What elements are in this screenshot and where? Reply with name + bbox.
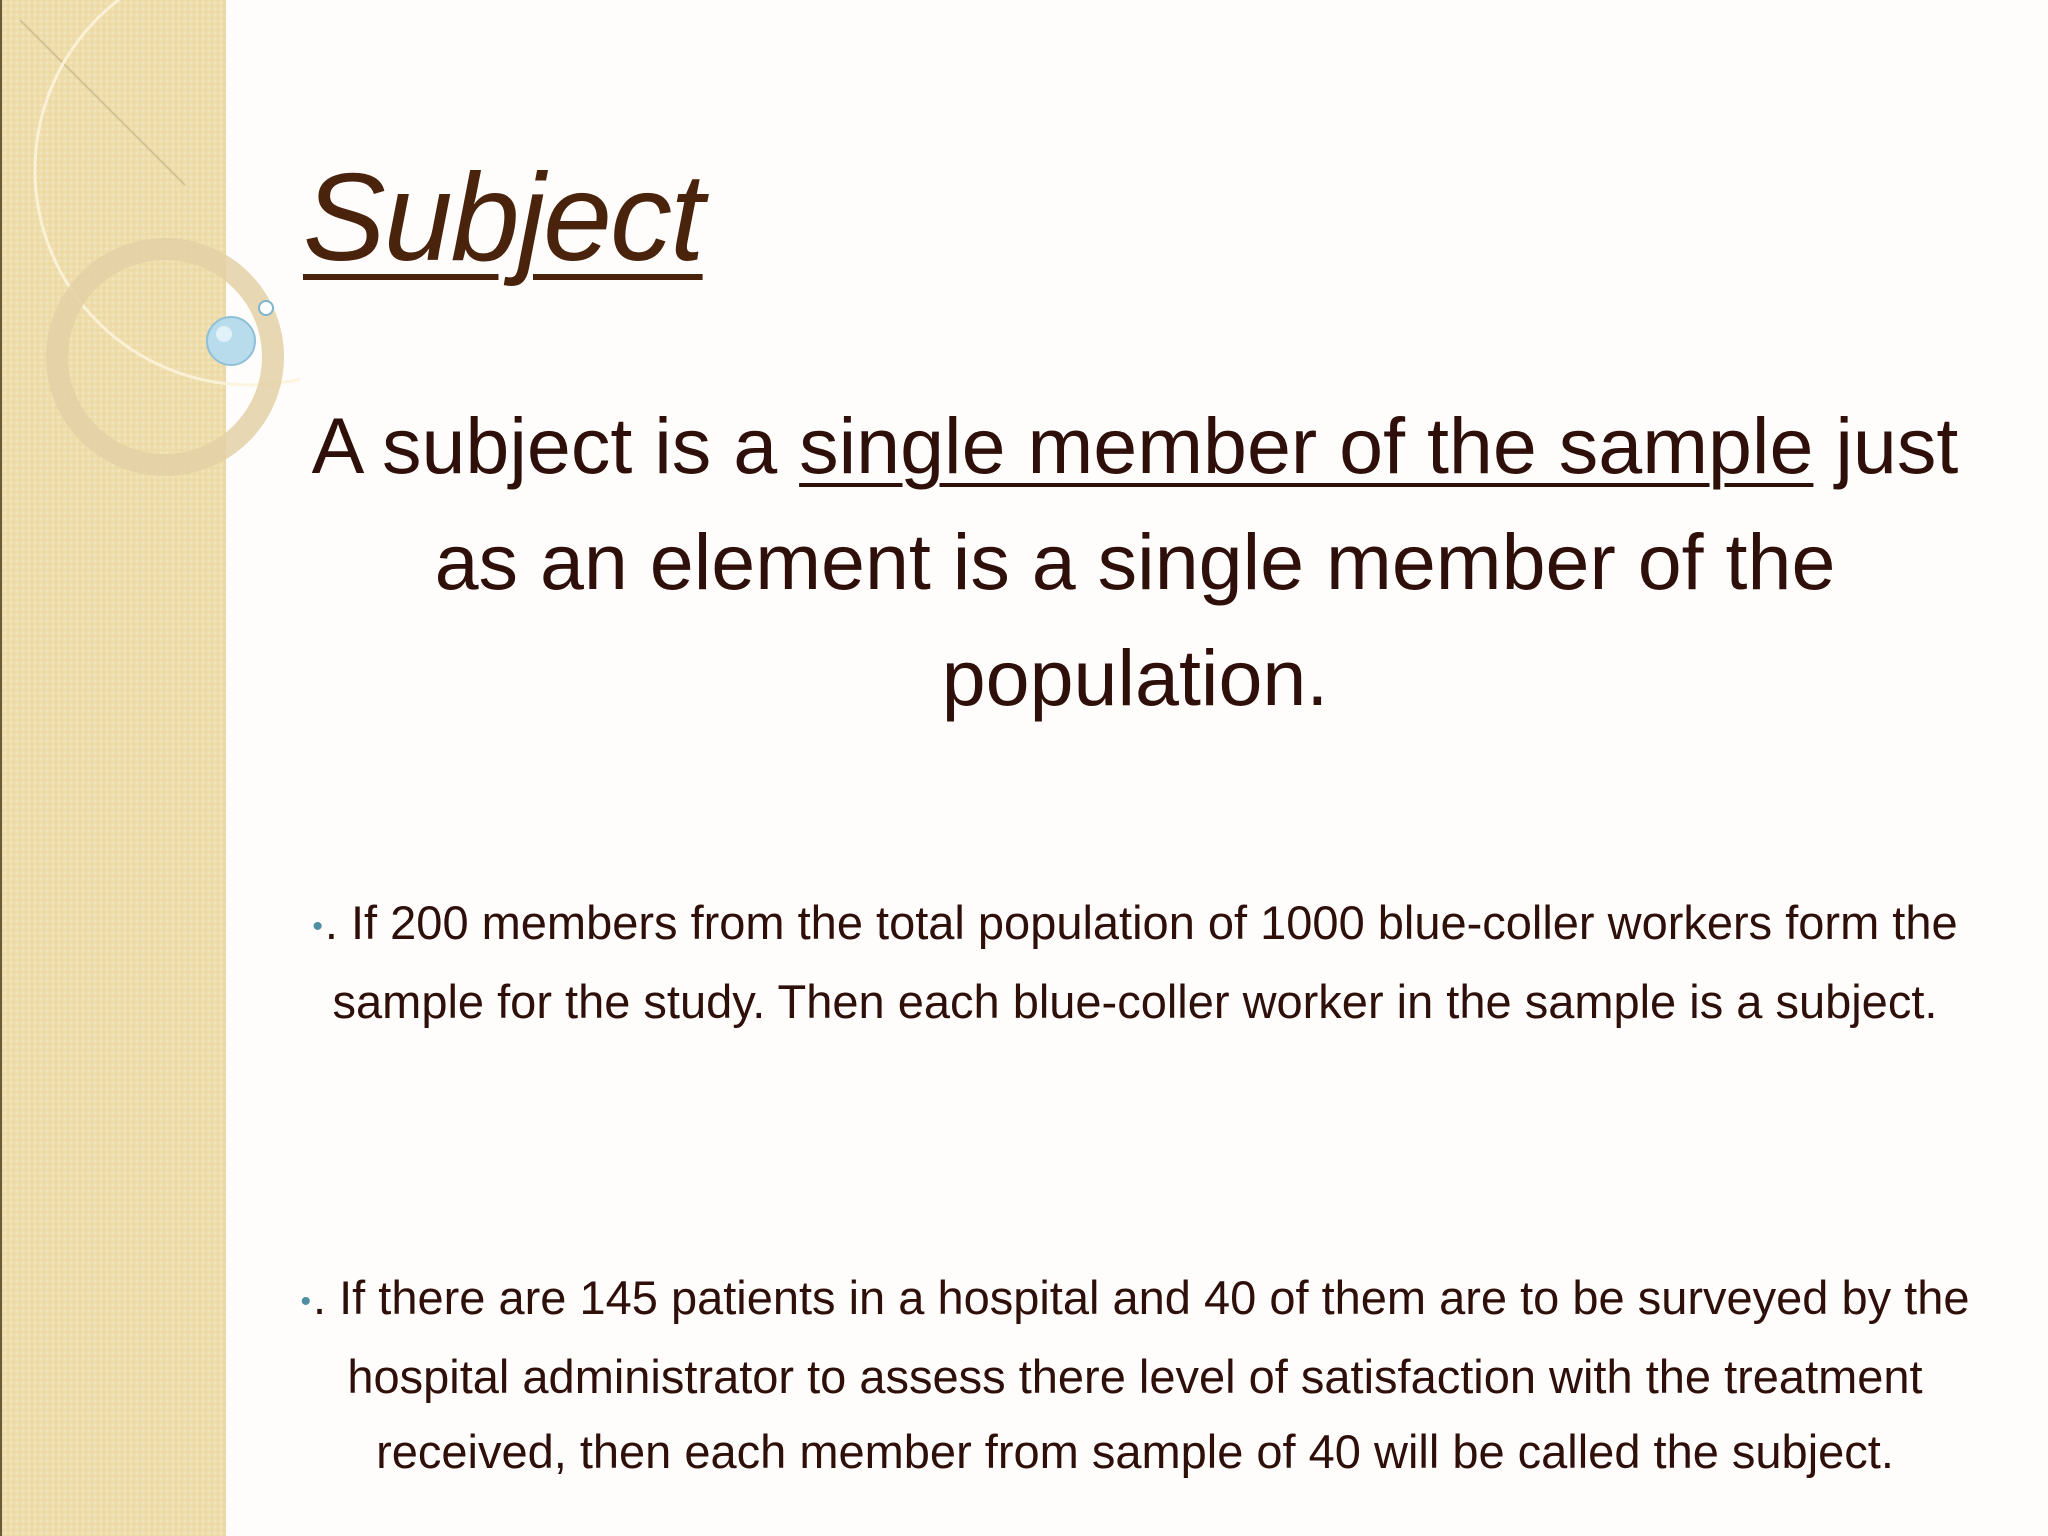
bullet-text: . If there are 145 patients in a hospital and 40 of them are to be surveyed by the hospital administrator to assess there level of satisfaction with the treatment received, then each member from sample of 40 will be called the subject. — [313, 1271, 1970, 1479]
definition-lead: A subject is a — [311, 401, 800, 490]
definition-text — [305, 388, 1965, 736]
definition-tail: just as an element is a single member of the population. — [434, 401, 1959, 722]
bullet-item-2 — [300, 1260, 1970, 1489]
bullet-marker-icon: • — [300, 1285, 311, 1319]
decorative-bubble-small — [259, 301, 273, 315]
decorative-bubble-large — [207, 317, 255, 365]
bullet-item-1 — [300, 885, 1970, 1039]
bullet-text: . If 200 members from the total population of 1000 blue-coller workers form the sample for the study. Then each blue-coller worker in the sample is a subject. — [324, 896, 1958, 1029]
slide-title: Subject — [303, 149, 703, 287]
bullet-marker-icon: • — [312, 910, 323, 944]
definition-emphasis: single member of the sample — [799, 401, 1814, 490]
decorative-rings — [0, 0, 300, 520]
decorative-bubble-highlight — [216, 326, 232, 342]
